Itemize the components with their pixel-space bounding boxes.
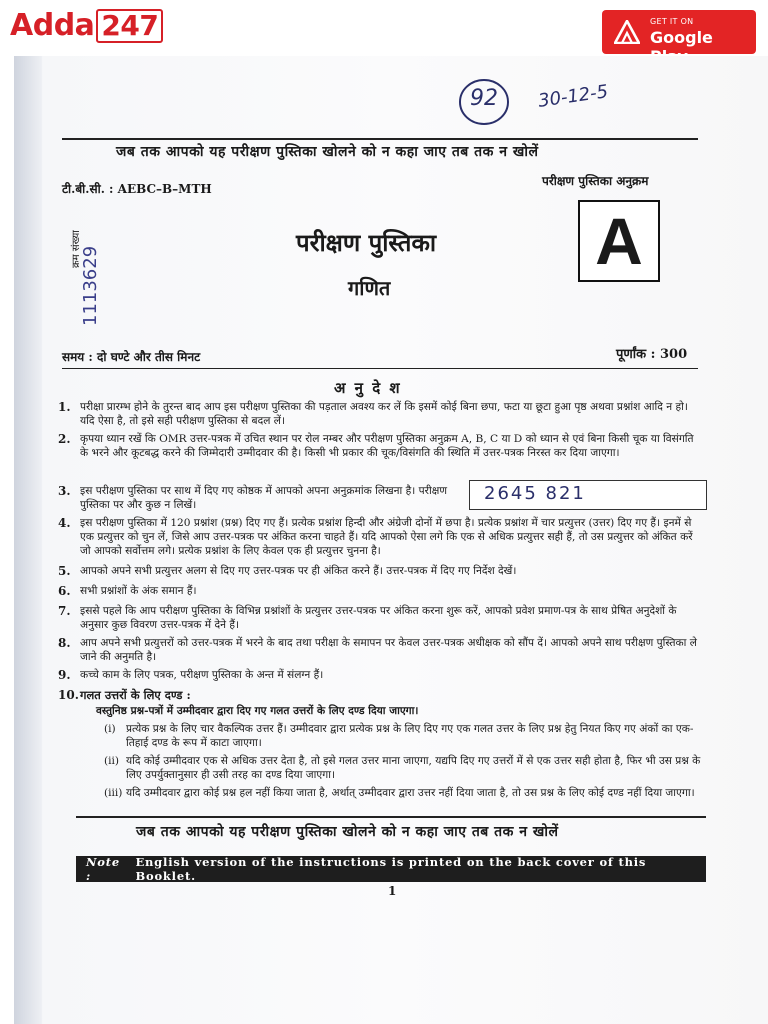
instruction-7: 7. इससे पहले कि आप परीक्षण पुस्तिका के विभिन्न प्रश्नांशों के प्रत्युत्तर उत्तर-पत्रक पर अंकित करना शुरू करें, आपको प्रवेश प्रमाण-पत्र के साथ प्रेषित अनुदेशों के अनुसार कुछ विवरण उत्तर-पत्रक में देने हैं। xyxy=(58,604,677,631)
logo-text: Adda xyxy=(10,8,95,43)
handwritten-circle-text: 92 xyxy=(470,86,498,111)
instruction-1: 1. परीक्षा प्रारम्भ होने के तुरन्त बाद आप इस परीक्षण पुस्तिका की पड़ताल अवश्य कर लें कि इसमें कोई बिना छपा, फटा या छूटा हुआ पृष्ठ अथवा प्रश्नांश आदि न हो। यदि ऐसा है, तो इसे सही परीक्षण पुस्तिका से बदल लें। xyxy=(58,400,688,427)
store-line1: GET IT ON xyxy=(650,17,694,26)
mid-rule xyxy=(62,368,698,369)
series-label: परीक्षण पुस्तिका अनुक्रम xyxy=(542,174,649,188)
logo-number: 247 xyxy=(96,9,163,43)
app-header xyxy=(0,0,768,54)
note-label: Note : xyxy=(86,855,121,883)
google-play-button[interactable] xyxy=(602,10,756,54)
instruction-5: 5. आपको अपने सभी प्रत्युत्तर अलग से दिए गए उत्तर-पत्रक पर ही अंकित करने हैं। उत्तर-पत्रक में दिए गए निर्देश देखें। xyxy=(58,564,517,578)
bottom-rule xyxy=(76,816,706,818)
instruction-6: 6. सभी प्रश्नांशों के अंक समान हैं। xyxy=(58,584,197,598)
roll-number-value: 2645 821 xyxy=(484,483,586,504)
roll-number-box[interactable] xyxy=(469,480,707,510)
penalty-item-2: (ii) यदि कोई उम्मीदवार एक से अधिक उत्तर देता है, तो इसे गलत उत्तर माना जाएगा, यद्यपि दिए गए उत्तरों में से एक उत्तर सही होता है, फिर भी उस प्रश्न के लिए उपर्युक्तानुसार ही उसी तरह का दण्ड दिया जाएगा। xyxy=(104,755,701,781)
subject-title: गणित xyxy=(348,276,391,300)
exam-duration: समय : दो घण्टे और तीस मिनट xyxy=(62,350,201,364)
top-rule xyxy=(62,138,698,140)
handwritten-date: 30-12-5 xyxy=(536,81,610,112)
penalty-item-1: (i) प्रत्येक प्रश्न के लिए चार वैकल्पिक उत्तर हैं। उम्मीदवार द्वारा प्रत्येक प्रश्न के लिए दिए गए एक गलत उत्तर के लिए प्रश्न हेतु नियत किए गए अंकों का एक-तिहाई दण्ड के रूप में काटा जाएगा। xyxy=(104,723,694,749)
serial-number: 1113629 xyxy=(80,245,101,326)
warning-top: जब तक आपको यह परीक्षण पुस्तिका खोलने को न कहा जाए तब तक न खोलें xyxy=(116,144,539,160)
adda247-logo[interactable] xyxy=(10,8,163,43)
total-marks: पूर्णांक : 300 xyxy=(616,347,688,362)
instructions-heading: अ नु दे श xyxy=(334,379,402,397)
instruction-2: 2. कृपया ध्यान रखें कि OMR उत्तर-पत्रक में उचित स्थान पर रोल नम्बर और परीक्षण पुस्तिका अनुक्रम A, B, C या D को ध्यान से एवं बिना किसी चूक या विसंगति के भरने और कूटबद्ध करने की जिम्मेदारी उम्मीदवार की है। किसी भी प्रकार की चूक/विसंगति की स्थिति में उत्तर-पत्रक निरस्त कर दिया जाएगा। xyxy=(58,432,694,459)
serial-number-block xyxy=(58,232,108,328)
exam-booklet-page xyxy=(44,60,760,990)
serial-label: क्रम संख्या xyxy=(71,230,82,268)
tbc-code: टी.बी.सी. : AEBC–B–MTH xyxy=(62,182,212,196)
booklet-title: परीक्षण पुस्तिका xyxy=(296,228,437,257)
english-version-note xyxy=(76,856,706,882)
instruction-4: 4. इस परीक्षण पुस्तिका में 120 प्रश्नांश (प्रश्न) दिए गए हैं। प्रत्येक प्रश्नांश हिन्दी और अंग्रेजी दोनों में छपा है। प्रत्येक प्रश्नांश में चार प्रत्युत्तर (उत्तर) दिए गए हैं। इनमें से एक प्रत्युत्तर को चुन लें, जिसे आप उत्तर-पत्रक पर अंकित करना चाहते हैं। यदि आपको ऐसा लगे कि एक से अधिक प्रत्युत्तर सही हैं, तो उस प्रत्युत्तर को अंकित करें जो आपको सर्वोत्तम लगे। प्रत्येक प्रश्नांश के लिए केवल एक ही प्रत्युत्तर चुनना है। xyxy=(58,516,693,557)
play-store-icon xyxy=(614,20,640,44)
penalty-intro: वस्तुनिष्ठ प्रश्न-पत्रों में उम्मीदवार द्वारा दिए गए गलत उत्तरों के लिए दण्ड दिया जाएगा। xyxy=(96,705,419,717)
penalty-item-3: (iii) यदि उम्मीदवार द्वारा कोई प्रश्न हल नहीं किया जाता है, अर्थात् उम्मीदवार द्वारा उत्तर नहीं दिया जाता है, तो उस प्रश्न के लिए कोई दण्ड नहीं दिया जाएगा। xyxy=(104,787,695,799)
instruction-10: 10. गलत उत्तरों के लिए दण्ड : xyxy=(58,688,191,702)
series-letter: A xyxy=(578,200,660,282)
instruction-8: 8. आप अपने सभी प्रत्युत्तरों को उत्तर-पत्रक में भरने के बाद तथा परीक्षा के समापन पर केवल उत्तर-पत्रक अधीक्षक को सौंप दें। आपको अपने साथ परीक्षण पुस्तिका ले जाने की अनुमति है। xyxy=(58,636,697,663)
store-line2: Google xyxy=(650,28,713,47)
instruction-9: 9. कच्चे काम के लिए पत्रक, परीक्षण पुस्तिका के अन्त में संलग्न हैं। xyxy=(58,668,324,682)
note-text: English version of the instructions is printed on the back cover of this Booklet. xyxy=(135,855,647,883)
warning-bottom: जब तक आपको यह परीक्षण पुस्तिका खोलने को न कहा जाए तब तक न खोलें xyxy=(136,824,559,840)
paper-edge xyxy=(14,56,42,1024)
page-number: 1 xyxy=(388,884,397,898)
instruction-3: 3. इस परीक्षण पुस्तिका पर साथ में दिए गए कोष्ठक में आपको अपना अनुक्रमांक लिखना है। परीक्षण पुस्तिका पर और कुछ न लिखें। xyxy=(58,484,448,511)
